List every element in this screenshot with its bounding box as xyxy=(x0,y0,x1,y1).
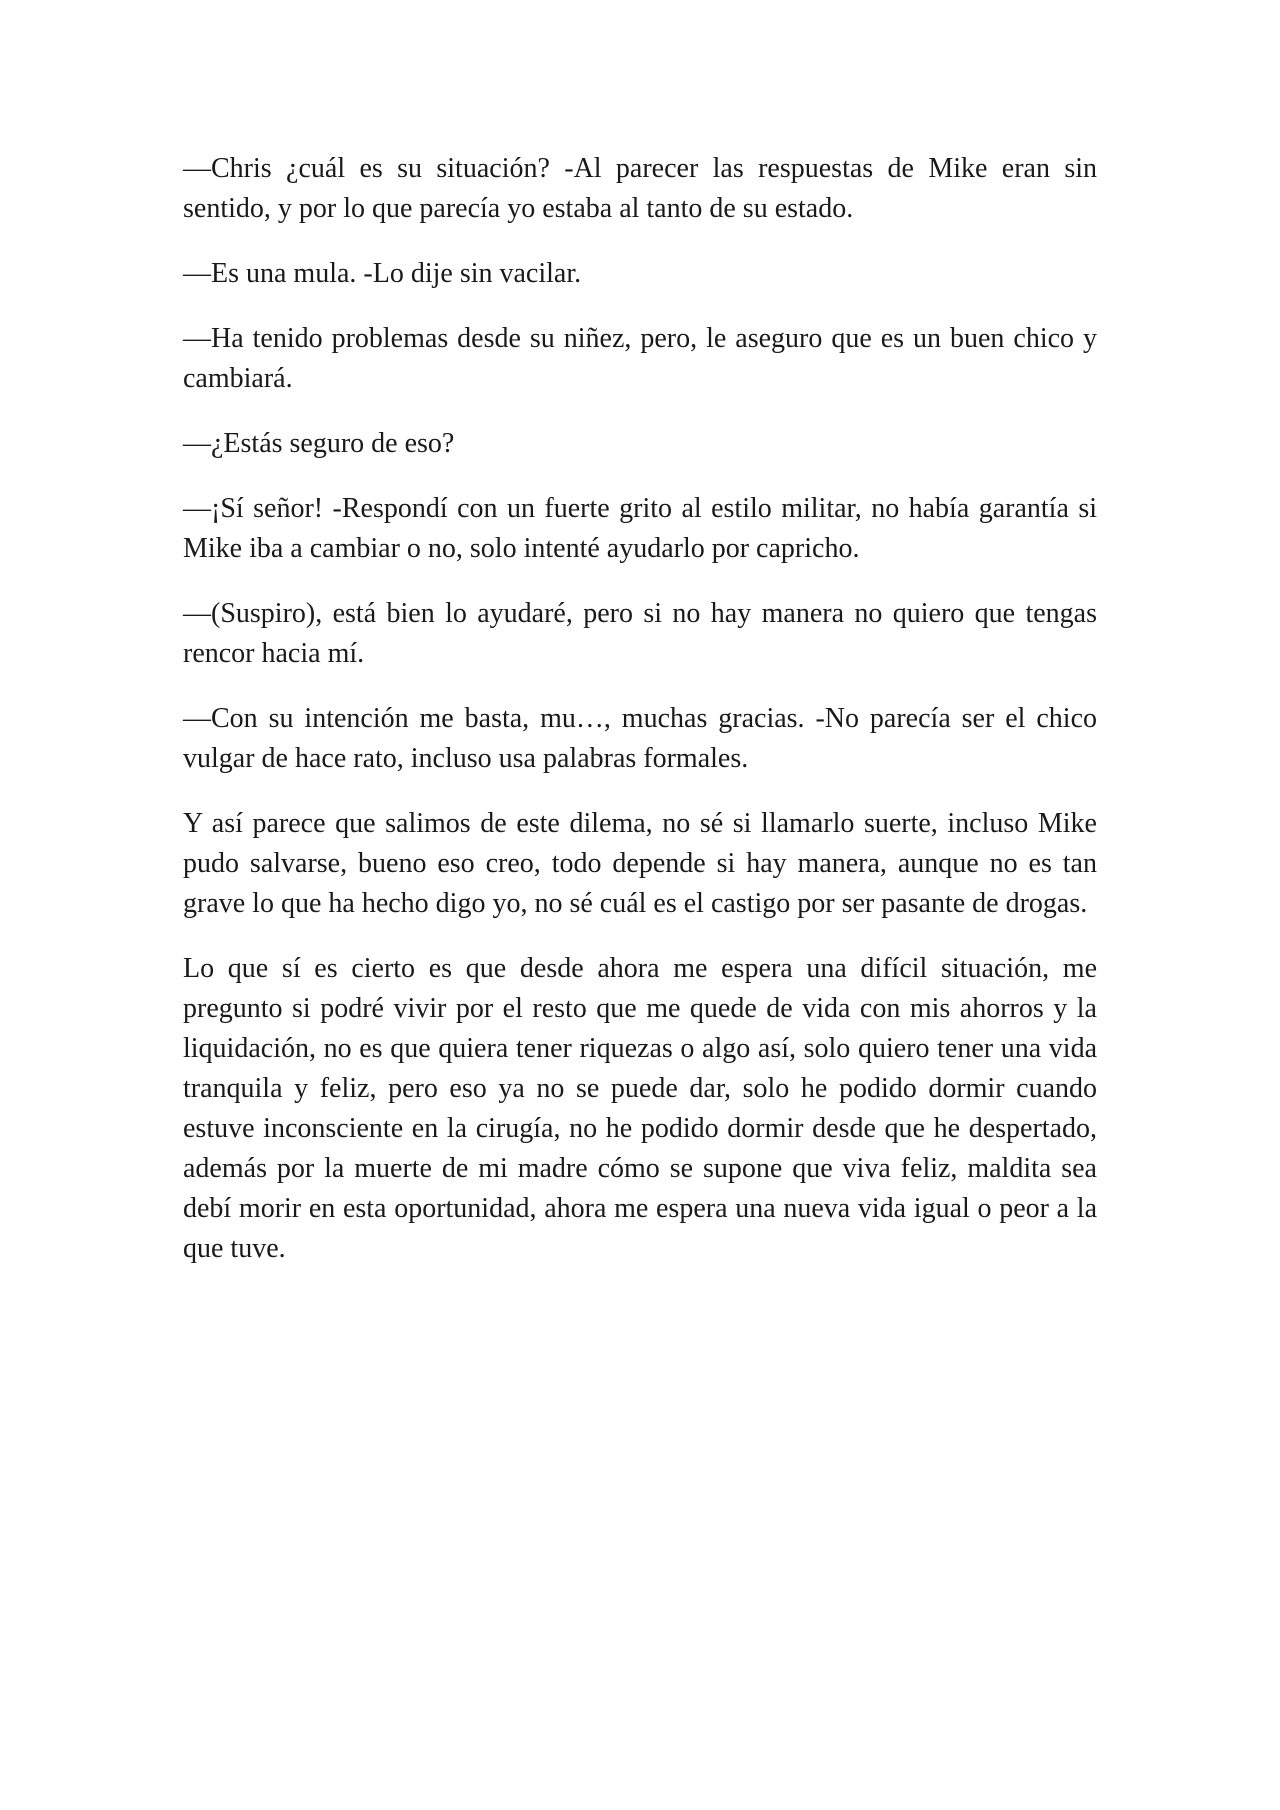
paragraph-6: —(Suspiro), está bien lo ayudaré, pero si no hay manera no quiero que tengas rencor hacia mí. xyxy=(183,598,1097,669)
paragraph-4: —¿Estás seguro de eso? xyxy=(183,428,455,459)
paragraph-5: —¡Sí señor! -Respondí con un fuerte grito al estilo militar, no había garantía si Mike iba a cambiar o no, solo intenté ayudarlo por capricho. xyxy=(183,493,1097,564)
document-page xyxy=(183,149,1097,1294)
paragraph-2: —Es una mula. -Lo dije sin vacilar. xyxy=(183,258,582,289)
paragraph-8: Y así parece que salimos de este dilema, no sé si llamarlo suerte, incluso Mike pudo salvarse, bueno eso creo, todo depende si hay manera, aunque no es tan grave lo que ha hecho digo yo, no sé cuál es el castigo por ser pasante de drogas. xyxy=(183,808,1097,919)
paragraph-1: —Chris ¿cuál es su situación? -Al parecer las respuestas de Mike eran sin sentido, y por lo que parecía yo estaba al tanto de su estado. xyxy=(183,153,1097,224)
paragraph-7: —Con su intención me basta, mu…, muchas gracias. -No parecía ser el chico vulgar de hace rato, incluso usa palabras formales. xyxy=(183,703,1097,774)
paragraph-9: Lo que sí es cierto es que desde ahora me espera una difícil situación, me pregunto si podré vivir por el resto que me quede de vida con mis ahorros y la liquidación, no es que quiera tener riquezas o algo así, solo quiero tener una vida tranquila y feliz, pero eso ya no se puede dar, solo he podido dormir cuando estuve inconsciente en la cirugía, no he podido dormir desde que he despertado, además por la muerte de mi madre cómo se supone que viva feliz, maldita sea debí morir en esta oportunidad, ahora me espera una nueva vida igual o peor a la que tuve. xyxy=(183,953,1097,1264)
paragraph-3: —Ha tenido problemas desde su niñez, pero, le aseguro que es un buen chico y cambiará. xyxy=(183,323,1097,394)
